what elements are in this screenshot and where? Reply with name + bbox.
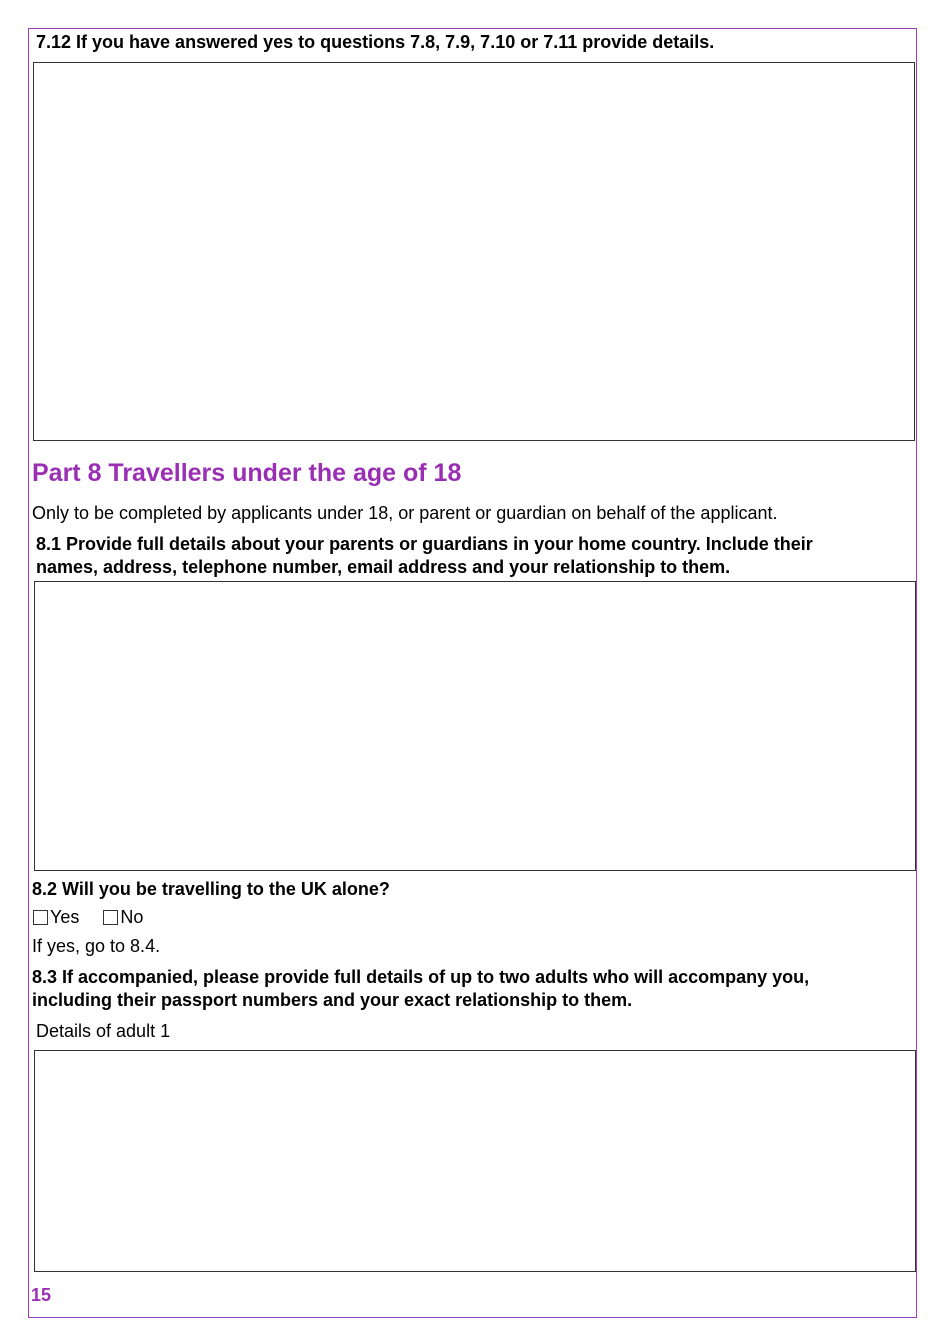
question-8-3-label xyxy=(32,966,912,1012)
question-8-1-label-line2: names, address, telephone number, email address and your relationship to them. xyxy=(36,557,731,577)
option-no[interactable] xyxy=(103,906,143,928)
question-8-2-options xyxy=(33,906,143,930)
no-checkbox[interactable] xyxy=(103,910,118,925)
yes-checkbox[interactable] xyxy=(33,910,48,925)
option-yes[interactable] xyxy=(33,906,79,928)
part-8-title: Part 8 Travellers under the age of 18 xyxy=(32,459,462,487)
adult-1-answer-box[interactable] xyxy=(34,1050,916,1272)
page-number: 15 xyxy=(31,1285,52,1305)
question-7-12-label: 7.12 If you have answered yes to questions 7.8, 7.9, 7.10 or 7.11 provide details. xyxy=(36,32,715,52)
option-no-label: No xyxy=(120,907,144,927)
question-8-1-label xyxy=(36,533,916,579)
part-8-intro: Only to be completed by applicants under 18, or parent or guardian on behalf of the applicant. xyxy=(32,503,778,523)
question-8-2-label: 8.2 Will you be travelling to the UK alone? xyxy=(32,879,390,899)
adult-1-label: Details of adult 1 xyxy=(36,1021,171,1041)
question-8-2-note: If yes, go to 8.4. xyxy=(32,936,161,956)
question-8-3-label-line2: including their passport numbers and your exact relationship to them. xyxy=(32,990,633,1010)
question-8-1-answer-box[interactable] xyxy=(34,581,916,871)
question-8-1-label-line1: 8.1 Provide full details about your parents or guardians in your home country. Include their xyxy=(36,534,813,554)
question-8-3-label-line1: 8.3 If accompanied, please provide full details of up to two adults who will accompany you, xyxy=(32,967,810,987)
question-7-12-answer-box[interactable] xyxy=(33,62,915,441)
option-yes-label: Yes xyxy=(50,907,80,927)
